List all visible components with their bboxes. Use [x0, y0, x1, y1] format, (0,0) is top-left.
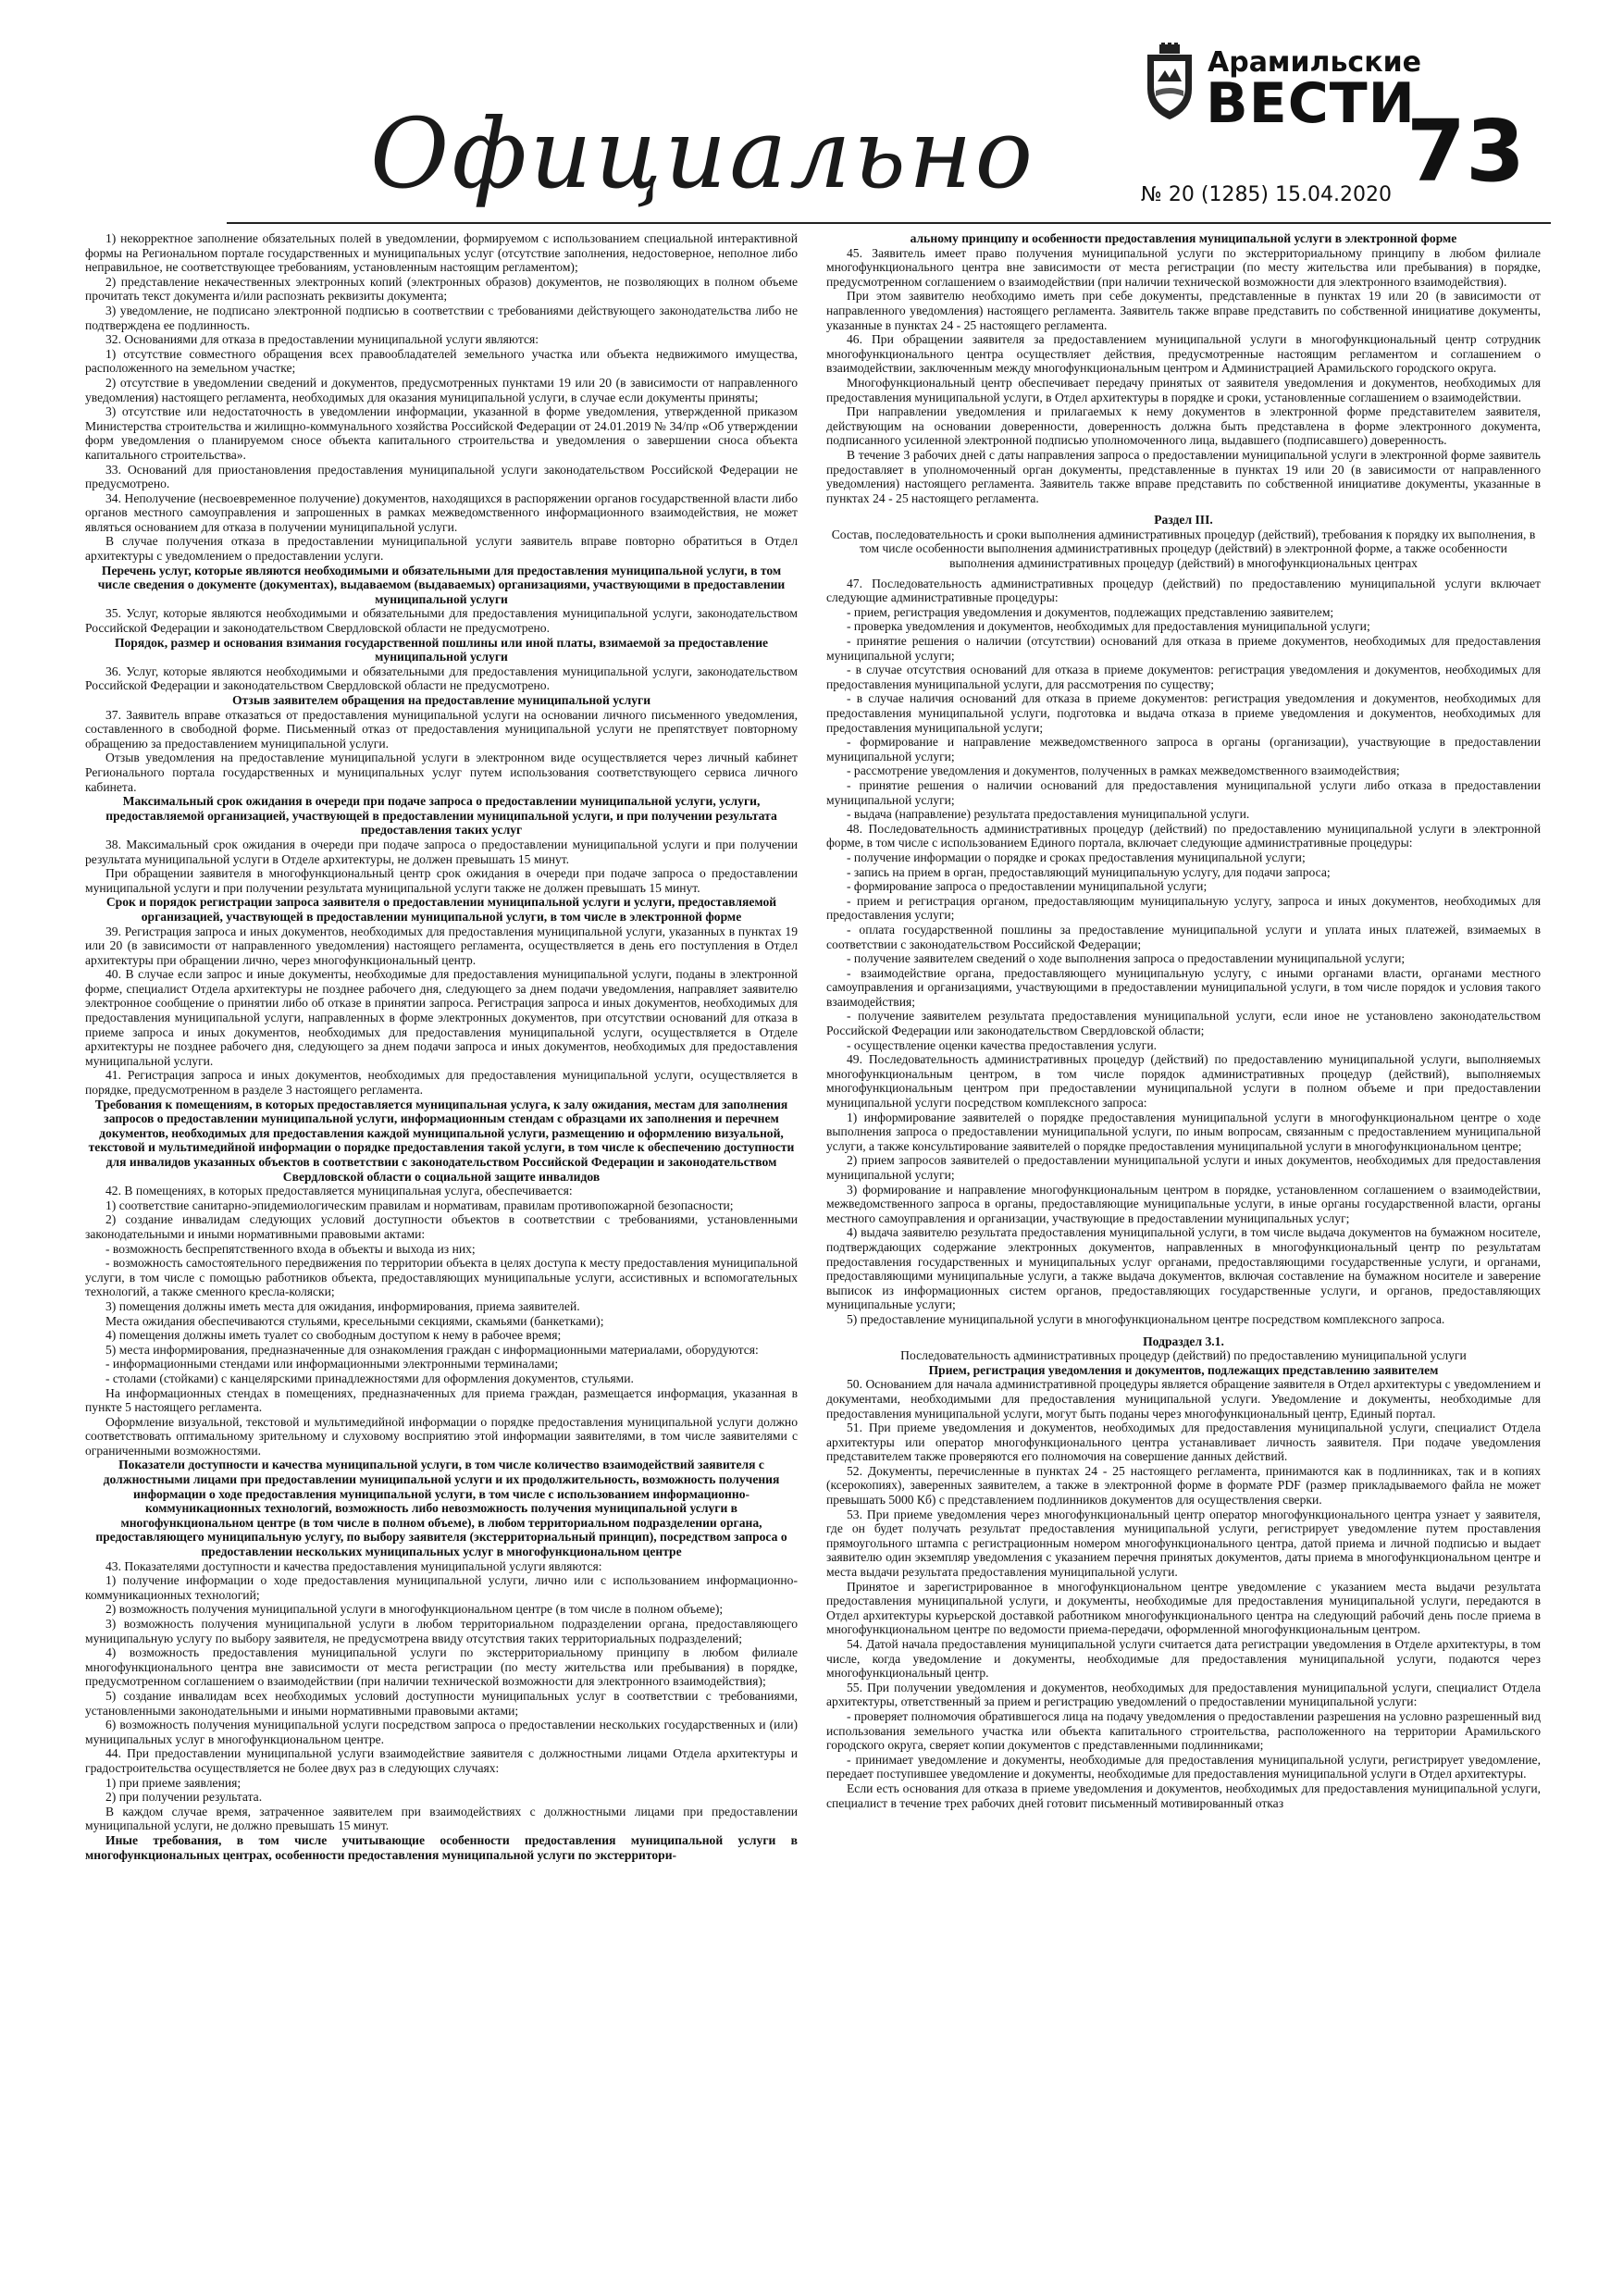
logo-line-2: ВЕСТИ — [1206, 71, 1416, 136]
paragraph: 4) возможность предоставления муниципальной услуги по экстерриториальному принципу в любом филиале многофункционального центра вне зависимости от места регистрации (по месту жительства или пребывания) в порядке, предусмотренном соглашением о взаимодействии (при наличии технической возможности для электронного взаимодействия); — [85, 1645, 798, 1689]
paragraph: - получение заявителем результата предоставления муниципальной услуги, если иное не установлено законодательством Российской Федерации или законодательством Свердловской области; — [826, 1009, 1541, 1038]
paragraph: - принятие решения о наличии оснований для предоставления муниципальной услуги либо отказа в предоставлении муниципальной услуги; — [826, 777, 1541, 807]
paragraph: - рассмотрение уведомления и документов, полученных в рамках межведомственного взаимодействия; — [847, 763, 1400, 778]
paragraph: - оплата государственной пошлины за предоставление муниципальной услуги и уплата иных платежей, взимаемых в соответствии с законодательством Российской Федерации; — [826, 922, 1541, 951]
paragraph: 40. В случае если запрос и иные документы, необходимые для предоставления муниципальной услуги, поданы в электронной форме, специалист Отдела архитектуры не позднее рабочего дня, следующего за днем подачи уведомления, направляет заявителю электронное сообщение о принятии либо об отказе в принятии запроса. Регистрация запроса и иных документов, необходимых для предоставления муниципальной услуги, направленных в форме электронных документов, при отсутствии оснований для отказа в приеме запроса и иных документов, необходимых для предоставления муниципальной услуги, осуществляется в Отделе архитектуры не позднее рабочего дня, следующего за днем подачи запроса и иных документов, необходимых для предоставления муниципальной услуги. — [85, 967, 798, 1068]
header-rule — [227, 222, 1551, 224]
paragraph: 51. При приеме уведомления и документов, необходимых для предоставления муниципальной услуги, специалист Отдела архитектуры или оператор многофункционального центра устанавливает личность заявителя. При подаче уведомления представителем также проверяются его полномочия на совершение данных действий. — [826, 1421, 1541, 1464]
paragraph: - принятие решения о наличии (отсутствии) оснований для отказа в приеме документов, необходимых для предоставления муниципальной услуги; — [826, 634, 1541, 663]
paragraph: - взаимодействие органа, предоставляющего муниципальную услугу, с иными органами власти, органами местного самоуправления и организациями, участвующими в предоставлении муниципальной услуги, в том числе порядок и условия такого взаимодействия; — [826, 965, 1541, 1009]
paragraph: Иные требования, в том числе учитывающие особенности предоставления муниципальной услуги в многофункциональных центрах, особенности предоставления муниципальной услуги по экстерритори- — [85, 1832, 798, 1862]
paragraph: - запись на прием в орган, предоставляющий муниципальную услугу, для подачи запроса; — [847, 864, 1331, 879]
paragraph: - формирование запроса о предоставлении муниципальной услуги; — [847, 879, 1208, 894]
part-subtitle: Последовательность административных процедур (действий) по предоставлению муниципальной услуги — [900, 1348, 1467, 1363]
newspaper-logo[interactable] — [1141, 35, 1421, 174]
paragraph: 53. При приеме уведомления через многофункциональный центр оператор многофункционального центра узнает у заявителя, где он будет получать результат предоставления муниципальной услуги, регистрирует уведомление путем проставления прямоугольного штампа с регистрационным номером многофункционального центра, датой приема и личной подписью и выдает заявителю один экземпляр уведомления с указанием перечня принятых документов, даты приема в многофункциональном центре и места выдачи результата предоставления муниципальной услуги. — [826, 1507, 1541, 1580]
paragraph: 41. Регистрация запроса и иных документов, необходимых для предоставления муниципальной услуги, осуществляется в порядке, предусмотренном в разделе 3 настоящего регламента. — [85, 1068, 798, 1098]
paragraph: 2) отсутствие в уведомлении сведений и документов, предусмотренных пунктами 19 или 20 (в зависимости от направленного уведомления) настоящего регламента, необходимых для оказания муниципальной услуги, в случае если документы приняты; — [85, 375, 798, 404]
paragraph: Многофункциональный центр обеспечивает передачу принятых от заявителя уведомления и документов, необходимых для предоставления муниципальной услуги, в Отдел архитектуры в порядке и сроки, установленные соглашением о взаимодействии. — [826, 375, 1541, 404]
paragraph: - формирование и направление межведомственного запроса в органы (организации), участвующие в предоставлении муниципальной услуги; — [826, 735, 1541, 763]
paragraph: - осуществление оценки качества предоставления услуги. — [847, 1037, 1158, 1052]
paragraph: - получение информации о порядке и сроках предоставления муниципальной услуги; — [847, 850, 1306, 864]
paragraph: - получение заявителем сведений о ходе выполнения запроса о предоставлении муниципальной услуги; — [847, 951, 1406, 966]
section-heading: Требования к помещениям, в которых предоставляется муниципальная услуга, к залу ожидания, местам для заполнения запросов о предоставлении муниципальной услуги, информационным стендам с образцами их заполнения и перечнем документов, необходимых для предоставления каждой муниципальной услуги, размещению и оформлению визуальной, текстовой и мультимедийной информации о порядке предоставления такой услуги, в том числе к обеспечению доступности для инвалидов указанных объектов в соответствии с законодательством Российской Федерации и законодательством Свердловской области о социальной защите инвалидов — [88, 1097, 795, 1184]
section-heading: Максимальный срок ожидания в очереди при подаче запроса о предоставлении муниципальной услуги, услуги, предоставляемой организацией, участвующей в предоставлении муниципальной услуги, и при получении результата предоставления таких услуг — [105, 794, 777, 838]
paragraph: 54. Датой начала предоставления муниципальной услуги считается дата регистрации уведомления в Отделе архитектуры, в том числе, когда уведомление и документы, необходимые для предоставления муниципальной услуги, подаются через многофункциональный центр. — [826, 1637, 1541, 1681]
paragraph: Оформление визуальной, текстовой и мультимедийной информации о порядке предоставления муниципальной услуги должно соответствовать оптимальному зрительному и слуховому восприятию этой информации заявителями, в том числе заявителями с ограниченными возможностями. — [85, 1414, 798, 1458]
paragraph: Отзыв уведомления на предоставление муниципальной услуги в электронном виде осуществляется через личный кабинет Регионального портала государственных и муниципальных услуг путем использования соответствующего сервиса личного кабинета. — [85, 751, 798, 794]
paragraph: Если есть основания для отказа в приеме уведомления и документов, необходимых для предоставления муниципальной услуги, специалист в течение трех рабочих дней готовит письменный мотивированный отказ — [826, 1781, 1541, 1810]
paragraph: 1) информирование заявителей о порядке предоставления муниципальной услуги в многофункциональном центре о ходе выполнения запроса о предоставлении муниципальной услуги, по иным вопросам, связанным с предоставлением муниципальной услуги, а также консультирование заявителей о порядке предоставления муниципальной услуги в многофункциональном центре; — [826, 1110, 1541, 1153]
paragraph: - информационными стендами или информационными электронными терминалами; — [105, 1357, 559, 1371]
paragraph: 2) при получении результата. — [105, 1790, 263, 1805]
page-number: 73 — [1406, 102, 1526, 201]
section-heading: Срок и порядок регистрации запроса заявителя о предоставлении муниципальной услуги и услуги, предоставляемой организацией, участвующей в предоставлении муниципальной услуги, в том числе в электронной форме — [105, 895, 777, 924]
paragraph: 2) создание инвалидам следующих условий доступности объектов в соответствии с требованиями, установленными законодательными и иными нормативными правовыми актами: — [85, 1212, 798, 1241]
paragraph: - прием, регистрация уведомления и документов, подлежащих представлению заявителем; — [847, 604, 1334, 619]
paragraph: - возможность самостоятельного передвижения по территории объекта в целях доступа к месту предоставления муниципальной услуги, в том числе с помощью работников объекта, предоставляющих муниципальные услуги, ассистивных и вспомогательных технологий, а также сменного кресла-коляски; — [85, 1256, 798, 1299]
paragraph: 1) при приеме заявления; — [105, 1775, 242, 1790]
section-heading: альному принципу и особенности предоставления муниципальной услуги в электронной форме — [910, 231, 1457, 245]
paragraph: Места ожидания обеспечиваются стульями, кресельными секциями, скамьями (банкетками); — [105, 1313, 604, 1328]
section-heading: Порядок, размер и основания взимания государственной пошлины или иной платы, взимаемой за предоставление муниципальной услуги — [114, 635, 769, 664]
paragraph: В каждом случае время, затраченное заявителем при взаимодействиях с должностными лицами при предоставлении муниципальной услуги, не должно превышать 15 минут. — [85, 1804, 798, 1833]
section-heading: Отзыв заявителем обращения на предоставление муниципальной услуги — [231, 693, 651, 707]
paragraph: 3) возможность получения муниципальной услуги в любом территориальном подразделении органа, предоставляющего муниципальную услугу по выбору заявителя, не предусмотрена ввиду отсутствия таких территориальных подразделений; — [85, 1617, 798, 1645]
paragraph: 37. Заявитель вправе отказаться от предоставления муниципальной услуги на основании личного письменного уведомления, составленного в свободной форме. Письменный отказ от предоставления муниципальной услуги не препятствует повторному обращению за предоставлением муниципальной услуги. — [85, 707, 798, 751]
paragraph: 2) прием запросов заявителей о предоставлении муниципальной услуги и иных документов, необходимых для предоставления муниципальной услуги; — [826, 1153, 1541, 1182]
paragraph: Принятое и зарегистрированное в многофункциональном центре уведомление с указанием места выдачи результата предоставления муниципальной услуги, и документы, необходимые для предоставления муниципальной услуги, передаются в Отдел архитектуры курьерской доставкой работником многофункционального центра на следующий рабочий день после приема в многофункциональном центре по ведомости приема-передачи, оформленной многофункциональным центром. — [826, 1579, 1541, 1637]
paragraph: 1) некорректное заполнение обязательных полей в уведомлении, формируемом с использованием специальной интерактивной формы на Региональном портале государственных и муниципальных услуг (отсутствие заполнения, недостоверное, неполное либо неправильное, не соответствующее требованиям, установленным настоящим регламентом); — [85, 231, 798, 275]
paragraph: 39. Регистрация запроса и иных документов, необходимых для предоставления муниципальной услуги, указанных в пунктах 19 или 20 (в зависимости от направленного уведомления) настоящего регламента, осуществляется в день его поступления в Отдел архитектуры при обращении лично, через многофункциональный центр. — [85, 924, 798, 967]
logo-line-1: Арамильские — [1208, 46, 1421, 79]
coat-of-arms-icon — [1141, 43, 1198, 122]
paragraph: 46. При обращении заявителя за предоставлением муниципальной услуги в многофункциональный центр сотрудник многофункционального центра осуществляет действия, предусмотренные настоящим регламентом и соглашением о взаимодействии, заключенным между многофункциональным центром и Администрацией Арамильского городского округа. — [826, 332, 1541, 376]
paragraph: 1) получение информации о ходе предоставления муниципальной услуги, лично или с использованием информационно-коммуникационных технологий; — [85, 1573, 798, 1602]
paragraph: 5) создание инвалидам всех необходимых условий доступности муниципальных услуг в соответствии с требованиями, установленными законодательными и иными нормативными правовыми актами; — [85, 1688, 798, 1718]
paragraph: 4) выдача заявителю результата предоставления муниципальной услуги, в том числе выдача документов на бумажном носителе, подтверждающих содержание электронных документов, направленных в многофункциональный центр по результатам предоставления государственных и муниципальных услуг органами, предоставляющими государственные услуги, и органами, предоставляющими муниципальные услуги, а также выдача документов, включая составление на бумажном носителе и заверение выписок из информационных систем органов, предоставляющих государственные услуги, и органов, предоставляющих муниципальные услуги; — [826, 1225, 1541, 1312]
paragraph: 38. Максимальный срок ожидания в очереди при подаче запроса о предоставлении муниципальной услуги и при получении результата муниципальной услуги в Отделе архитектуры, не должен превышать 15 минут. — [85, 837, 798, 866]
masthead — [0, 0, 1623, 231]
paragraph: В случае получения отказа в предоставлении муниципальной услуги заявитель вправе повторно обратиться в Отдел архитектуры с уведомлением о предоставлении услуги. — [85, 534, 798, 564]
paragraph: - проверяет полномочия обратившегося лица на подачу уведомления о предоставлении разрешения на условно разрешенный вид использования земельного участка или объекта капитального строительства, расположенного на территории Арамильского городского округа, сверяет копии документов с представленными подлинниками; — [826, 1708, 1541, 1753]
part-heading: Раздел III. — [1154, 513, 1213, 527]
section-heading: Перечень услуг, которые являются необходимыми и обязательными для предоставления муниципальной услуги, в том числе сведения о документе (документах), выдаваемом (выдаваемых) организациями, участвующими в предоставлении муниципальной услуги — [97, 563, 786, 606]
section-heading: Показатели доступности и качества муниципальной услуги, в том числе количество взаимодействий заявителя с должностными лицами при предоставлении муниципальной услуги и их продолжительность, возможность получения информации о ходе предоставления муниципальной услуги, в том числе с использованием информационно-коммуникационных технологий, возможность либо невозможность получения муниципальной услуги в многофункциональном центре (в том числе в полном объеме), в любом территориальном подразделении органа, предоставляющего муниципальную услугу, по выбору заявителя (экстерриториальный принцип), посредством запроса о предоставлении нескольких муниципальных услуг в многофункциональном центре — [95, 1458, 787, 1559]
paragraph: 35. Услуг, которые являются необходимыми и обязательными для предоставления муниципальной услуги, законодательством Российской Федерации и законодательством Свердловской области не предусмотрено. — [85, 606, 798, 636]
article-column-right — [826, 231, 1541, 2259]
paragraph: - столами (стойками) с канцелярскими принадлежностями для оформления документов, стульями. — [105, 1371, 634, 1385]
paragraph: В течение 3 рабочих дней с даты направления запроса о предоставлении муниципальной услуги в электронной форме заявитель предоставляет в уполномоченный орган документы, представленные в пунктах 19 или 20 (в зависимости от направленного уведомления) настоящего регламента. Заявитель также вправе представить по собственной инициативе документы, указанные в пунктах 24 - 25 настоящего регламента. — [826, 447, 1541, 505]
paragraph: 43. Показателями доступности и качества предоставления муниципальной услуги являются: — [105, 1558, 602, 1573]
paragraph: 3) отсутствие или недостаточность в уведомлении информации, указанной в форме уведомления, утвержденной приказом Министерства строительства и жилищно-коммунального хозяйства Российской Федерации от 24.01.2019 № 34/пр «Об утверждении форм уведомления о планируемом сносе объекта капитального строительства и уведомления о завершении сноса объекта капитального строительства». — [85, 404, 798, 462]
paragraph: 3) уведомление, не подписано электронной подписью в соответствии с требованиями действующего законодательства либо не подтверждена ее подлинность. — [85, 303, 798, 332]
paragraph: - в случае наличия оснований для отказа в приеме документов: регистрация уведомления и документов, необходимых для предоставления муниципальной услуги, подготовка и выдача отказа в приеме уведомления и документов, необходимых для предоставления муниципальной услуги; — [826, 691, 1541, 735]
paragraph: 2) представление некачественных электронных копий (электронных образов) документов, не позволяющих в полном объеме прочитать текст документа и/или распознать реквизиты документа; — [85, 274, 798, 304]
paragraph: 49. Последовательность административных процедур (действий) по предоставлению муниципальной услуги, выполняемых многофункциональным центром, в том числе порядок административных процедур (действий), выполняемых многофункциональным центром при предоставлении муниципальной услуги в полном объеме и при предоставлении муниципальной услуги посредством комплексного запроса: — [826, 1052, 1541, 1111]
paragraph: При обращении заявителя в многофункциональный центр срок ожидания в очереди при подаче запроса о предоставлении муниципальной услуги и при получении результата муниципальной услуги также не должен превышать 15 минут. — [85, 866, 798, 895]
part-heading: Подраздел 3.1. — [1143, 1334, 1224, 1348]
paragraph: - прием и регистрация органом, предоставляющим муниципальную услугу, запроса и иных документов, необходимых для предоставления услуги; — [826, 893, 1541, 923]
paragraph: 42. В помещениях, в которых предоставляется муниципальная услуга, обеспечивается: — [105, 1184, 573, 1198]
paragraph: 47. Последовательность административных процедур (действий) по предоставлению муниципальной услуги включает следующие административные процедуры: — [826, 576, 1541, 605]
paragraph: - в случае отсутствия оснований для отказа в приеме документов: регистрация уведомления и документов, необходимых для предоставления муниципальной услуги, для рассмотрения по существу; — [826, 663, 1541, 691]
paragraph: 32. Основаниями для отказа в предоставлении муниципальной услуги являются: — [105, 332, 539, 347]
section-heading: Прием, регистрация уведомления и документов, подлежащих представлению заявителем — [928, 1362, 1439, 1377]
paragraph: 3) формирование и направление многофункциональным центром в порядке, установленном соглашением о взаимодействии, межведомственного запроса в органы, предоставляющие муниципальные услуги, в иные органы государственной власти, органы местного самоуправления и организации, участвующие в предоставлении муниципальных услуг; — [826, 1182, 1541, 1225]
paragraph: На информационных стендах в помещениях, предназначенных для приема граждан, размещается информация, указанная в пункте 5 настоящего регламента. — [85, 1385, 798, 1415]
paragraph: 6) возможность получения муниципальной услуги посредством запроса о предоставлении нескольких государственных и (или) муниципальных услуг в многофункциональном центре. — [85, 1718, 798, 1746]
paragraph: 5) места информирования, предназначенные для ознакомления граждан с информационными материалами, оборудуются: — [105, 1342, 759, 1357]
paragraph: 2) возможность получения муниципальной услуги в многофункциональном центре (в том числе в полном объеме); — [105, 1602, 724, 1617]
paragraph: 3) помещения должны иметь места для ожидания, информирования, приема заявителей. — [105, 1298, 580, 1313]
paragraph: 50. Основанием для начала административной процедуры является обращение заявителя в Отдел архитектуры с уведомлением и документами, необходимыми для предоставления муниципальной услуги. Уведомление и документы, необходимые для предоставления муниципальной услуги, могут быть поданы через многофункциональный центр, Единый портал. — [826, 1377, 1541, 1421]
paragraph: При направлении уведомления и прилагаемых к нему документов в электронной форме представителем заявителя, действующим на основании доверенности, доверенность должна быть представлена в форме электронного документа, подписанного усиленной электронной подписью уполномоченного лица, выдавшего (подписавшего) доверенность. — [826, 404, 1541, 448]
section-title: Официально — [370, 97, 1036, 210]
paragraph: 52. Документы, перечисленные в пунктах 24 - 25 настоящего регламента, принимаются как в подлинниках, так и в копиях (ксерокопиях), заверенных заявителем, а также в электронной форме в формате PDF (размер прикладываемого файла не может превышать 5000 Кб) с представлением подлинников документов для осуществления сверки. — [826, 1463, 1541, 1508]
paragraph: - выдача (направление) результата предоставления муниципальной услуги. — [847, 807, 1250, 822]
paragraph: - проверка уведомления и документов, необходимых для предоставления муниципальной услуги; — [847, 619, 1370, 634]
paragraph: 5) предоставление муниципальной услуги в многофункциональном центре посредством комплексного запроса. — [847, 1311, 1445, 1326]
paragraph: 1) отсутствие совместного обращения всех правообладателей земельного участка или объекта недвижимого имущества, расположенного на земельном участке; — [85, 346, 798, 376]
paragraph: 44. При предоставлении муниципальной услуги взаимодействие заявителя с должностными лицами Отдела архитектуры и градостроительства осуществляется не более двух раз в следующих случаях: — [85, 1746, 798, 1775]
paragraph: - принимает уведомление и документы, необходимые для предоставления муниципальной услуги, регистрирует уведомление, передает поступившее уведомление и документы, необходимые для предоставления муниципальной услуги в Отдел архитектуры. — [826, 1752, 1541, 1781]
paragraph: 45. Заявитель имеет право получения муниципальной услуги по экстерриториальному принципу в любом филиале многофункционального центра вне зависимости от места регистрации (по месту жительства или пребывания) в порядке, предусмотренном соглашением о взаимодействии (при наличии технической возможности для электронного взаимодействия). — [826, 245, 1541, 289]
paragraph: При этом заявителю необходимо иметь при себе документы, представленные в пунктах 19 или 20 (в зависимости от направленного уведомления) настоящего регламента. Заявитель также вправе представить по собственной инициативе документы, указанные в пунктах 24 - 25 настоящего регламента. — [826, 289, 1541, 332]
paragraph: 33. Оснований для приостановления предоставления муниципальной услуги законодательством Российской Федерации не предусмотрено. — [85, 462, 798, 491]
paragraph: 4) помещения должны иметь туалет со свободным доступом к нему в рабочее время; — [105, 1328, 562, 1343]
paragraph: 34. Неполучение (несвоевременное получение) документов, находящихся в распоряжении органов государственной власти либо органов местного самоуправления и запрошенных в рамках межведомственного информационного взаимодействия, не может являться основанием для отказа в получении муниципальной услуги. — [85, 490, 798, 534]
paragraph: 55. При получении уведомления и документов, необходимых для предоставления муниципальной услуги, специалист Отдела архитектуры, ответственный за прием и регистрацию уведомлений о предоставлении муниципальной услуги: — [826, 1680, 1541, 1709]
paragraph: 36. Услуг, которые являются необходимыми и обязательными для предоставления муниципальной услуги, законодательством Российской Федерации и законодательством Свердловской области не предусмотрено. — [85, 664, 798, 693]
part-subtitle: Состав, последовательность и сроки выполнения административных процедур (действий), требования к порядку их выполнения, в том числе особенности выполнения административных процедур (действий) в электронной форме, а также особенности выполнения административных процедур (действий) в многофункциональных центрах — [831, 527, 1536, 571]
paragraph: 1) соответствие санитарно-эпидемиологическим правилам и нормативам, правилам противопожарной безопасности; — [105, 1198, 734, 1212]
paragraph: 48. Последовательность административных процедур (действий) по предоставлению муниципальной услуги в электронной форме, в том числе с использованием Единого портала, включает следующие административные процедуры: — [826, 821, 1541, 850]
issue-info: № 20 (1285) 15.04.2020 — [1141, 183, 1392, 206]
paragraph: - возможность беспрепятственного входа в объекты и выхода из них; — [105, 1241, 476, 1256]
article-column-left — [85, 231, 798, 2259]
